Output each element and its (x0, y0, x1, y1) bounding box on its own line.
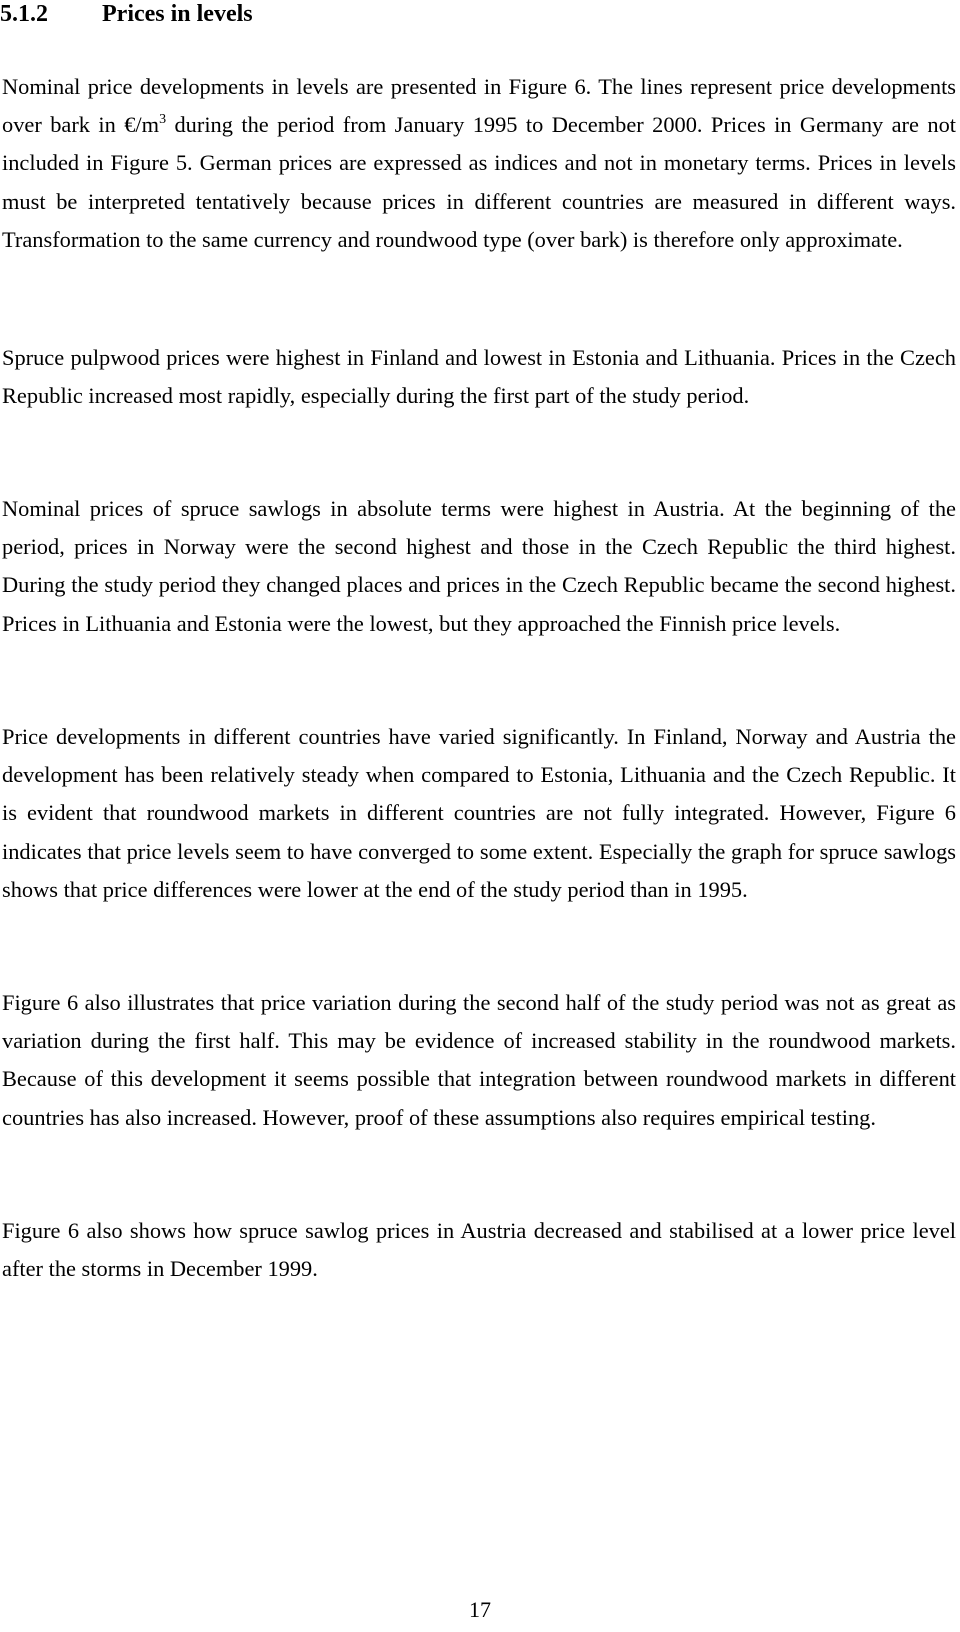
superscript: 3 (159, 112, 167, 128)
paragraph-price-levels-intro (2, 68, 956, 259)
paragraph-austria-storms: Figure 6 also shows how spruce sawlog prices in Austria decreased and stabilised at a lower price level after the storms in December 1999. (2, 1218, 956, 1282)
paragraph-text: during the period from January 1995 to December 2000. Prices in Germany are not included in Figure 5. German prices are expressed as indices and not in monetary terms. Prices in levels must be interpreted tentatively because prices in different countries are measured in different ways. Transformation to the same currency and roundwood type (over bark) is therefore only approximate. (2, 112, 956, 252)
paragraph-pulpwood: Spruce pulpwood prices were highest in Finland and lowest in Estonia and Lithuania. Prices in the Czech Republic increased most rapidly, especially during the first part of the study period. (2, 345, 956, 409)
page-number: 17 (469, 1597, 491, 1622)
paragraph-price-variation: Figure 6 also illustrates that price variation during the second half of the study period was not as great as variation during the first half. This may be evidence of increased stability in the roundwood markets. Because of this development it seems possible that integration between roundwood markets in different countries has also increased. However, proof of these assumptions also requires empirical testing. (2, 990, 956, 1130)
section-number: 5.1.2 (0, 1, 48, 27)
paragraph-text: Nominal price developments in levels are presented in Figure 6. The lines represent price developments over bark in €/m (2, 74, 956, 138)
section-heading (0, 0, 253, 28)
section-title: Prices in levels (102, 1, 253, 27)
paragraph-price-developments: Price developments in different countries have varied significantly. In Finland, Norway and Austria the development has been relatively steady when compared to Estonia, Lithuania and the Czech Republic. It is evident that roundwood markets in different countries are not fully integrated. However, Figure 6 indicates that price levels seem to have converged to some extent. Especially the graph for spruce sawlogs shows that price differences were lower at the end of the study period than in 1995. (2, 724, 956, 902)
paragraph-sawlogs: Nominal prices of spruce sawlogs in absolute terms were highest in Austria. At the beginning of the period, prices in Norway were the second highest and those in the Czech Republic the third highest. During the study period they changed places and prices in the Czech Republic became the second highest. Prices in Lithuania and Estonia were the lowest, but they approached the Finnish price levels. (2, 496, 956, 636)
